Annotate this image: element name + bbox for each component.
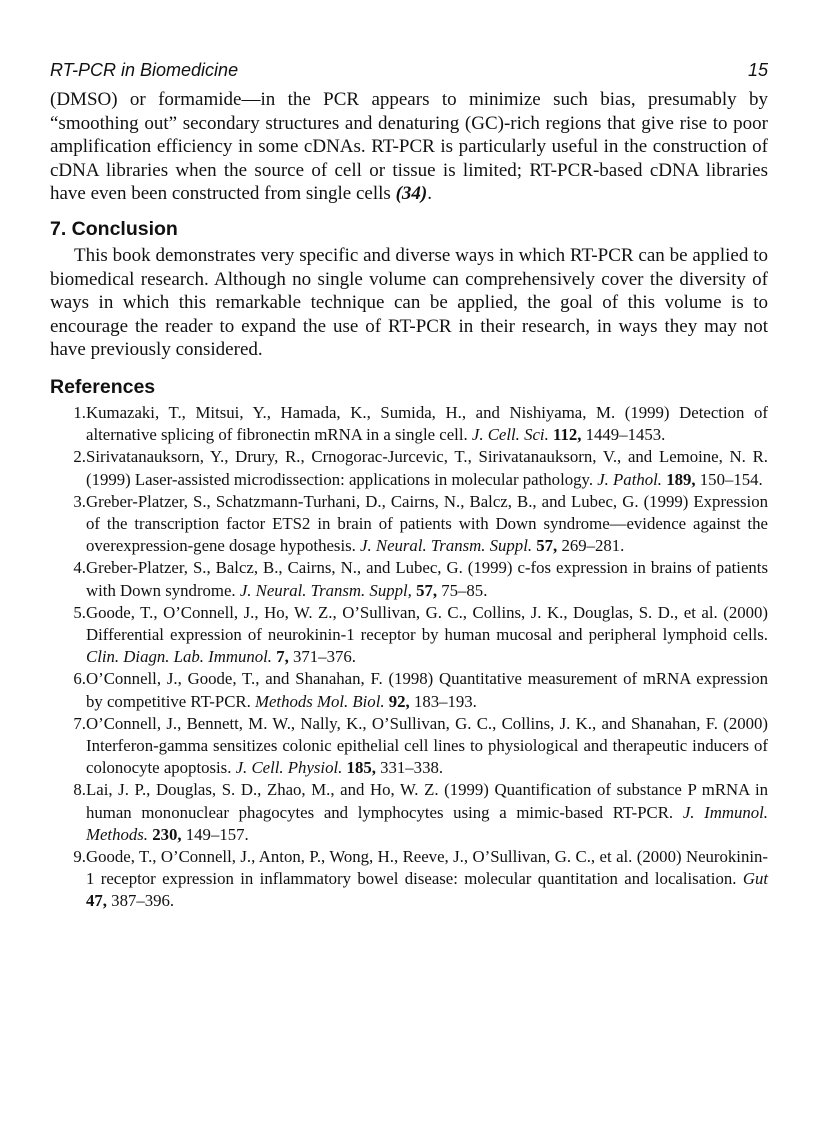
reference-journal: J. Cell. Physiol.	[235, 758, 343, 778]
reference-pages: 371–376.	[288, 647, 356, 667]
reference-item	[50, 602, 768, 669]
reference-number: 1.	[73, 402, 86, 422]
reference-number: 2.	[73, 447, 86, 467]
reference-volume: 7,	[276, 647, 289, 667]
reference-volume: 47,	[86, 891, 107, 911]
reference-volume: 185,	[346, 758, 376, 778]
reference-volume: 189,	[666, 469, 696, 489]
reference-authors-title: Kumazaki, T., Mitsui, Y., Hamada, K., Sumida, H., and Nishiyama, M. (1999) Detection of alternative splicing of fibronectin mRNA in a single cell.	[86, 402, 768, 445]
reference-pages: 150–154.	[695, 469, 763, 489]
reference-item	[50, 557, 768, 601]
reference-text	[86, 557, 768, 601]
reference-number: 9.	[73, 847, 86, 866]
reference-journal: J. Pathol.	[597, 469, 663, 489]
reference-text	[86, 402, 768, 446]
reference-text	[86, 668, 768, 712]
reference-journal: Clin. Diagn. Lab. Immunol.	[86, 647, 273, 667]
reference-pages: 75–85.	[437, 580, 488, 600]
running-head	[50, 60, 768, 88]
reference-authors-title: Goode, T., O’Connell, J., Ho, W. Z., O’Sullivan, G. C., Collins, J. K., Douglas, S. D., et al. (2000) Differential expression of neurokinin-1 receptor by human mucosal and peripheral lymphoid cells.	[86, 602, 768, 644]
reference-volume: 230,	[152, 824, 182, 844]
reference-volume: 92,	[388, 691, 410, 711]
reference-text	[86, 602, 768, 669]
reference-number: 6.	[73, 669, 86, 689]
continuation-text: (DMSO) or formamide—in the PCR appears to minimize such bias, presumably by “smoothing out” secondary structures and denaturing (GC)-rich regions that give rise to poor amplification efficiency in some cDNAs. RT-PCR is particularly useful in the construction of cDNA libraries when the source of cell or tissue is limited; RT-PCR-based cDNA libraries have even been constructed from single cells	[50, 89, 768, 205]
conclusion-heading: 7. Conclusion	[50, 217, 178, 240]
reference-item	[50, 846, 768, 913]
reference-item	[50, 668, 768, 712]
citation: (34)	[395, 183, 428, 205]
reference-authors-title: O’Connell, J., Goode, T., and Shanahan, F. (1998) Quantitative measurement of mRNA expression by competitive RT-PCR.	[86, 669, 768, 711]
references-list	[50, 402, 768, 913]
page	[50, 60, 768, 913]
reference-text	[86, 491, 768, 558]
reference-authors-title: Goode, T., O’Connell, J., Anton, P., Wong, H., Reeve, J., O’Sullivan, G. C., et al. (2000) Neurokinin-1 receptor expression in inflammatory bowel disease: molecular quantitation and localisation.	[86, 847, 768, 889]
reference-item	[50, 779, 768, 846]
reference-item	[50, 446, 768, 490]
reference-text	[86, 779, 768, 846]
reference-journal: J. Cell. Sci.	[471, 425, 549, 445]
reference-item	[50, 491, 768, 558]
reference-authors-title: Greber-Platzer, S., Balcz, B., Cairns, N., and Lubec, G. (1999) c-fos expression in brains of patients with Down syndrome.	[86, 558, 768, 600]
reference-volume: 112,	[552, 425, 582, 445]
reference-number: 3.	[73, 491, 86, 511]
conclusion-paragraph: This book demonstrates very specific and diverse ways in which RT-PCR can be applied to biomedical research. Although no single volume can comprehensively cover the diversity of ways in which this remarkable technique can be applied, the goal of this volume is to encourage the reader to expand the use of RT-PCR in their research, in ways they may not have previously considered.	[50, 244, 768, 361]
reference-authors-title: Lai, J. P., Douglas, S. D., Zhao, M., and Ho, W. Z. (1999) Quantification of substance P mRNA in human mononuclear phagocytes and lymphocytes using a mimic-based RT-PCR.	[86, 780, 768, 822]
reference-pages: 269–281.	[557, 536, 625, 556]
reference-authors-title: Greber-Platzer, S., Schatzmann-Turhani, D., Cairns, N., Balcz, B., and Lubec, G. (1999) Expression of the transcription factor ETS2 in brain of patients with Down syndrome—evidence against the overexpression-gene dosage hypothesis.	[86, 491, 768, 556]
references-heading: References	[50, 375, 156, 398]
reference-journal: Methods Mol. Biol.	[254, 691, 385, 711]
reference-journal: J. Neural. Transm. Suppl.	[360, 536, 533, 556]
continuation-paragraph	[50, 88, 768, 206]
reference-text	[86, 846, 768, 913]
reference-text	[86, 446, 768, 490]
reference-item	[50, 402, 768, 446]
reference-pages: 331–338.	[375, 758, 444, 778]
running-title: RT-PCR in Biomedicine	[50, 60, 239, 80]
reference-journal: J. Immunol. Methods.	[86, 802, 768, 844]
page-number: 15	[747, 60, 768, 80]
reference-pages: 183–193.	[409, 691, 477, 711]
reference-number: 4.	[73, 558, 86, 578]
reference-volume: 57,	[536, 536, 558, 556]
reference-pages: 1449–1453.	[581, 425, 666, 445]
reference-authors-title: Sirivatanauksorn, Y., Drury, R., Crnogorac-Jurcevic, T., Sirivatanauksorn, V., and Lemoine, N. R. (1999) Laser-assisted microdissection: applications in molecular pathology.	[86, 447, 768, 489]
reference-journal: J. Neural. Transm. Suppl,	[239, 580, 412, 600]
reference-volume: 57,	[416, 580, 438, 600]
reference-text	[86, 713, 768, 780]
reference-authors-title: O’Connell, J., Bennett, M. W., Nally, K., O’Sullivan, G. C., Collins, J. K., and Shanahan, F. (2000) Interferon-gamma sensitizes colonic epithelial cell lines to physiological and therapeutic inducers of colonocyte apoptosis.	[86, 713, 768, 778]
reference-item	[50, 713, 768, 780]
reference-journal: Gut	[742, 869, 768, 889]
reference-pages: 387–396.	[106, 891, 175, 911]
reference-pages: 149–157.	[181, 824, 249, 844]
continuation-end: .	[427, 183, 432, 205]
reference-number: 8.	[73, 780, 86, 800]
reference-number: 7.	[73, 713, 86, 733]
reference-number: 5.	[73, 602, 86, 622]
